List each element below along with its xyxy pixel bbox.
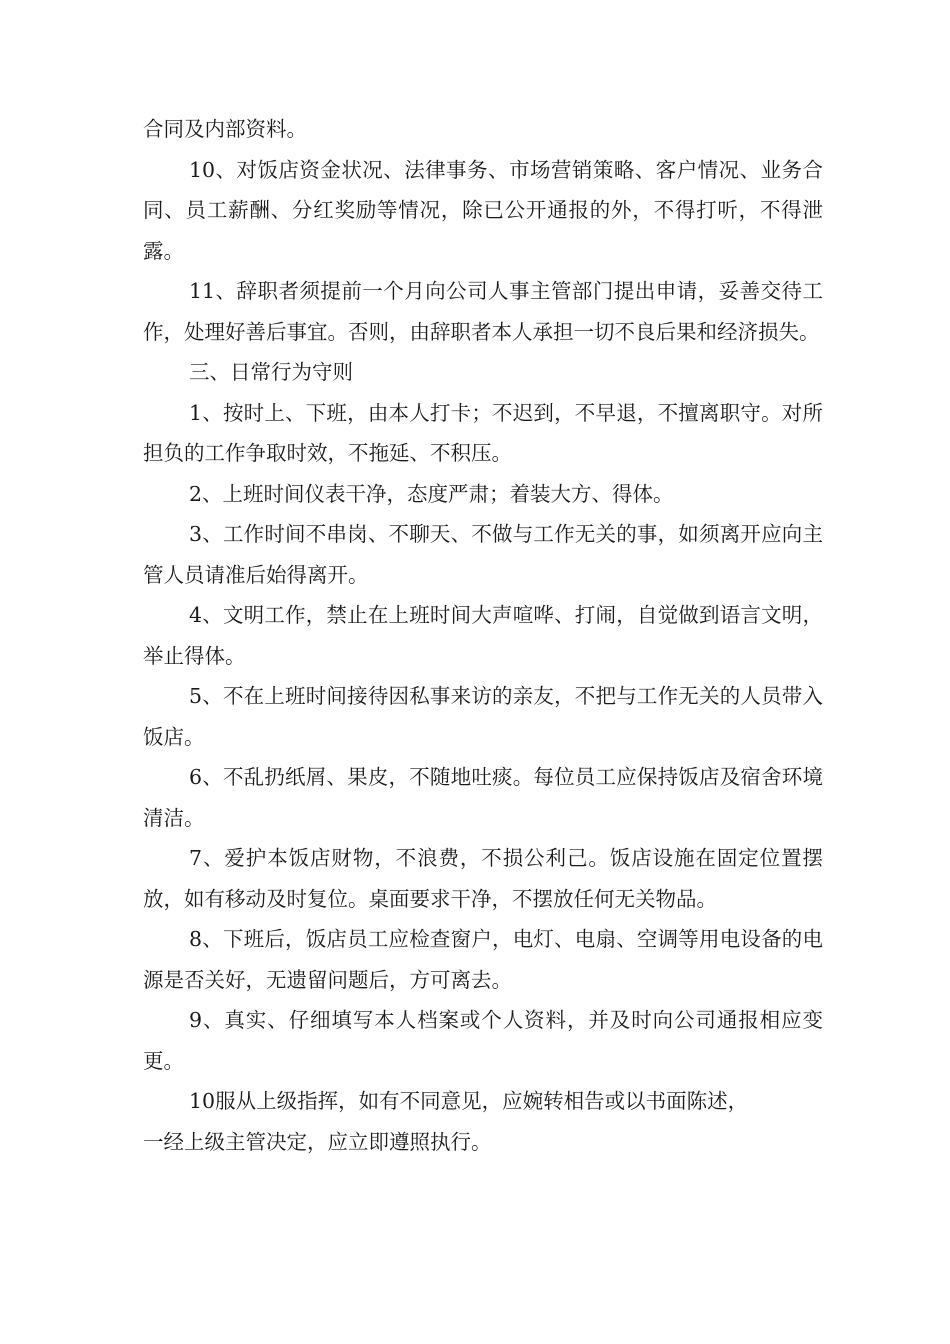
final-paragraph bbox=[143, 1081, 823, 1162]
paragraph-7: 4、文明工作，禁止在上班时间大声喧哗、打闹，自觉做到语言文明，举止得体。 bbox=[143, 603, 823, 668]
paragraph-8: 5、不在上班时间接待因私事来访的亲友，不把与工作无关的人员带入饭店。 bbox=[143, 684, 823, 749]
final-paragraph-line-1: 10服从上级指挥，如有不同意见，应婉转相告或以书面陈述， bbox=[189, 1089, 749, 1113]
paragraph-10: 7、爱护本饭店财物，不浪费，不损公利己。饭店设施在固定位置摆放，如有移动及时复位。桌面要求干净，不摆放任何无关物品。 bbox=[143, 846, 823, 911]
paragraph-9: 6、不乱扔纸屑、果皮，不随地吐痰。每位员工应保持饭店及宿舍环境清洁。 bbox=[143, 765, 823, 830]
final-paragraph-line-2: 一经上级主管决定，应立即遵照执行。 bbox=[143, 1129, 492, 1154]
paragraph-0: 合同及内部资料。 bbox=[143, 117, 307, 141]
paragraph-2: 11、辞职者须提前一个月向公司人事主管部门提出申请，妥善交待工作，处理好善后事宜。否则，由辞职者本人承担一切不良后果和经济损失。 bbox=[143, 279, 823, 344]
paragraph-6: 3、工作时间不串岗、不聊天、不做与工作无关的事，如须离开应向主管人员请准后始得离开。 bbox=[143, 522, 823, 587]
paragraph-4: 1、按时上、下班，由本人打卡；不迟到，不早退，不擅离职守。对所担负的工作争取时效，不拖延、不积压。 bbox=[143, 400, 823, 465]
paragraph-5: 2、上班时间仪表干净，态度严肃；着装大方、得体。 bbox=[189, 481, 674, 506]
paragraph-11: 8、下班后，饭店员工应检查窗户，电灯、电扇、空调等用电设备的电源是否关好，无遗留问题后，方可离去。 bbox=[143, 927, 823, 992]
paragraph-12: 9、真实、仔细填写本人档案或个人资料，并及时向公司通报相应变更。 bbox=[143, 1008, 823, 1073]
paragraph-1: 10、对饭店资金状况、法律事务、市场营销策略、客户情况、业务合同、员工薪酬、分红奖励等情况，除已公开通报的外，不得打听，不得泄露。 bbox=[143, 157, 823, 263]
section-heading: 三、日常行为守则 bbox=[189, 360, 353, 384]
document-body bbox=[143, 109, 823, 1162]
